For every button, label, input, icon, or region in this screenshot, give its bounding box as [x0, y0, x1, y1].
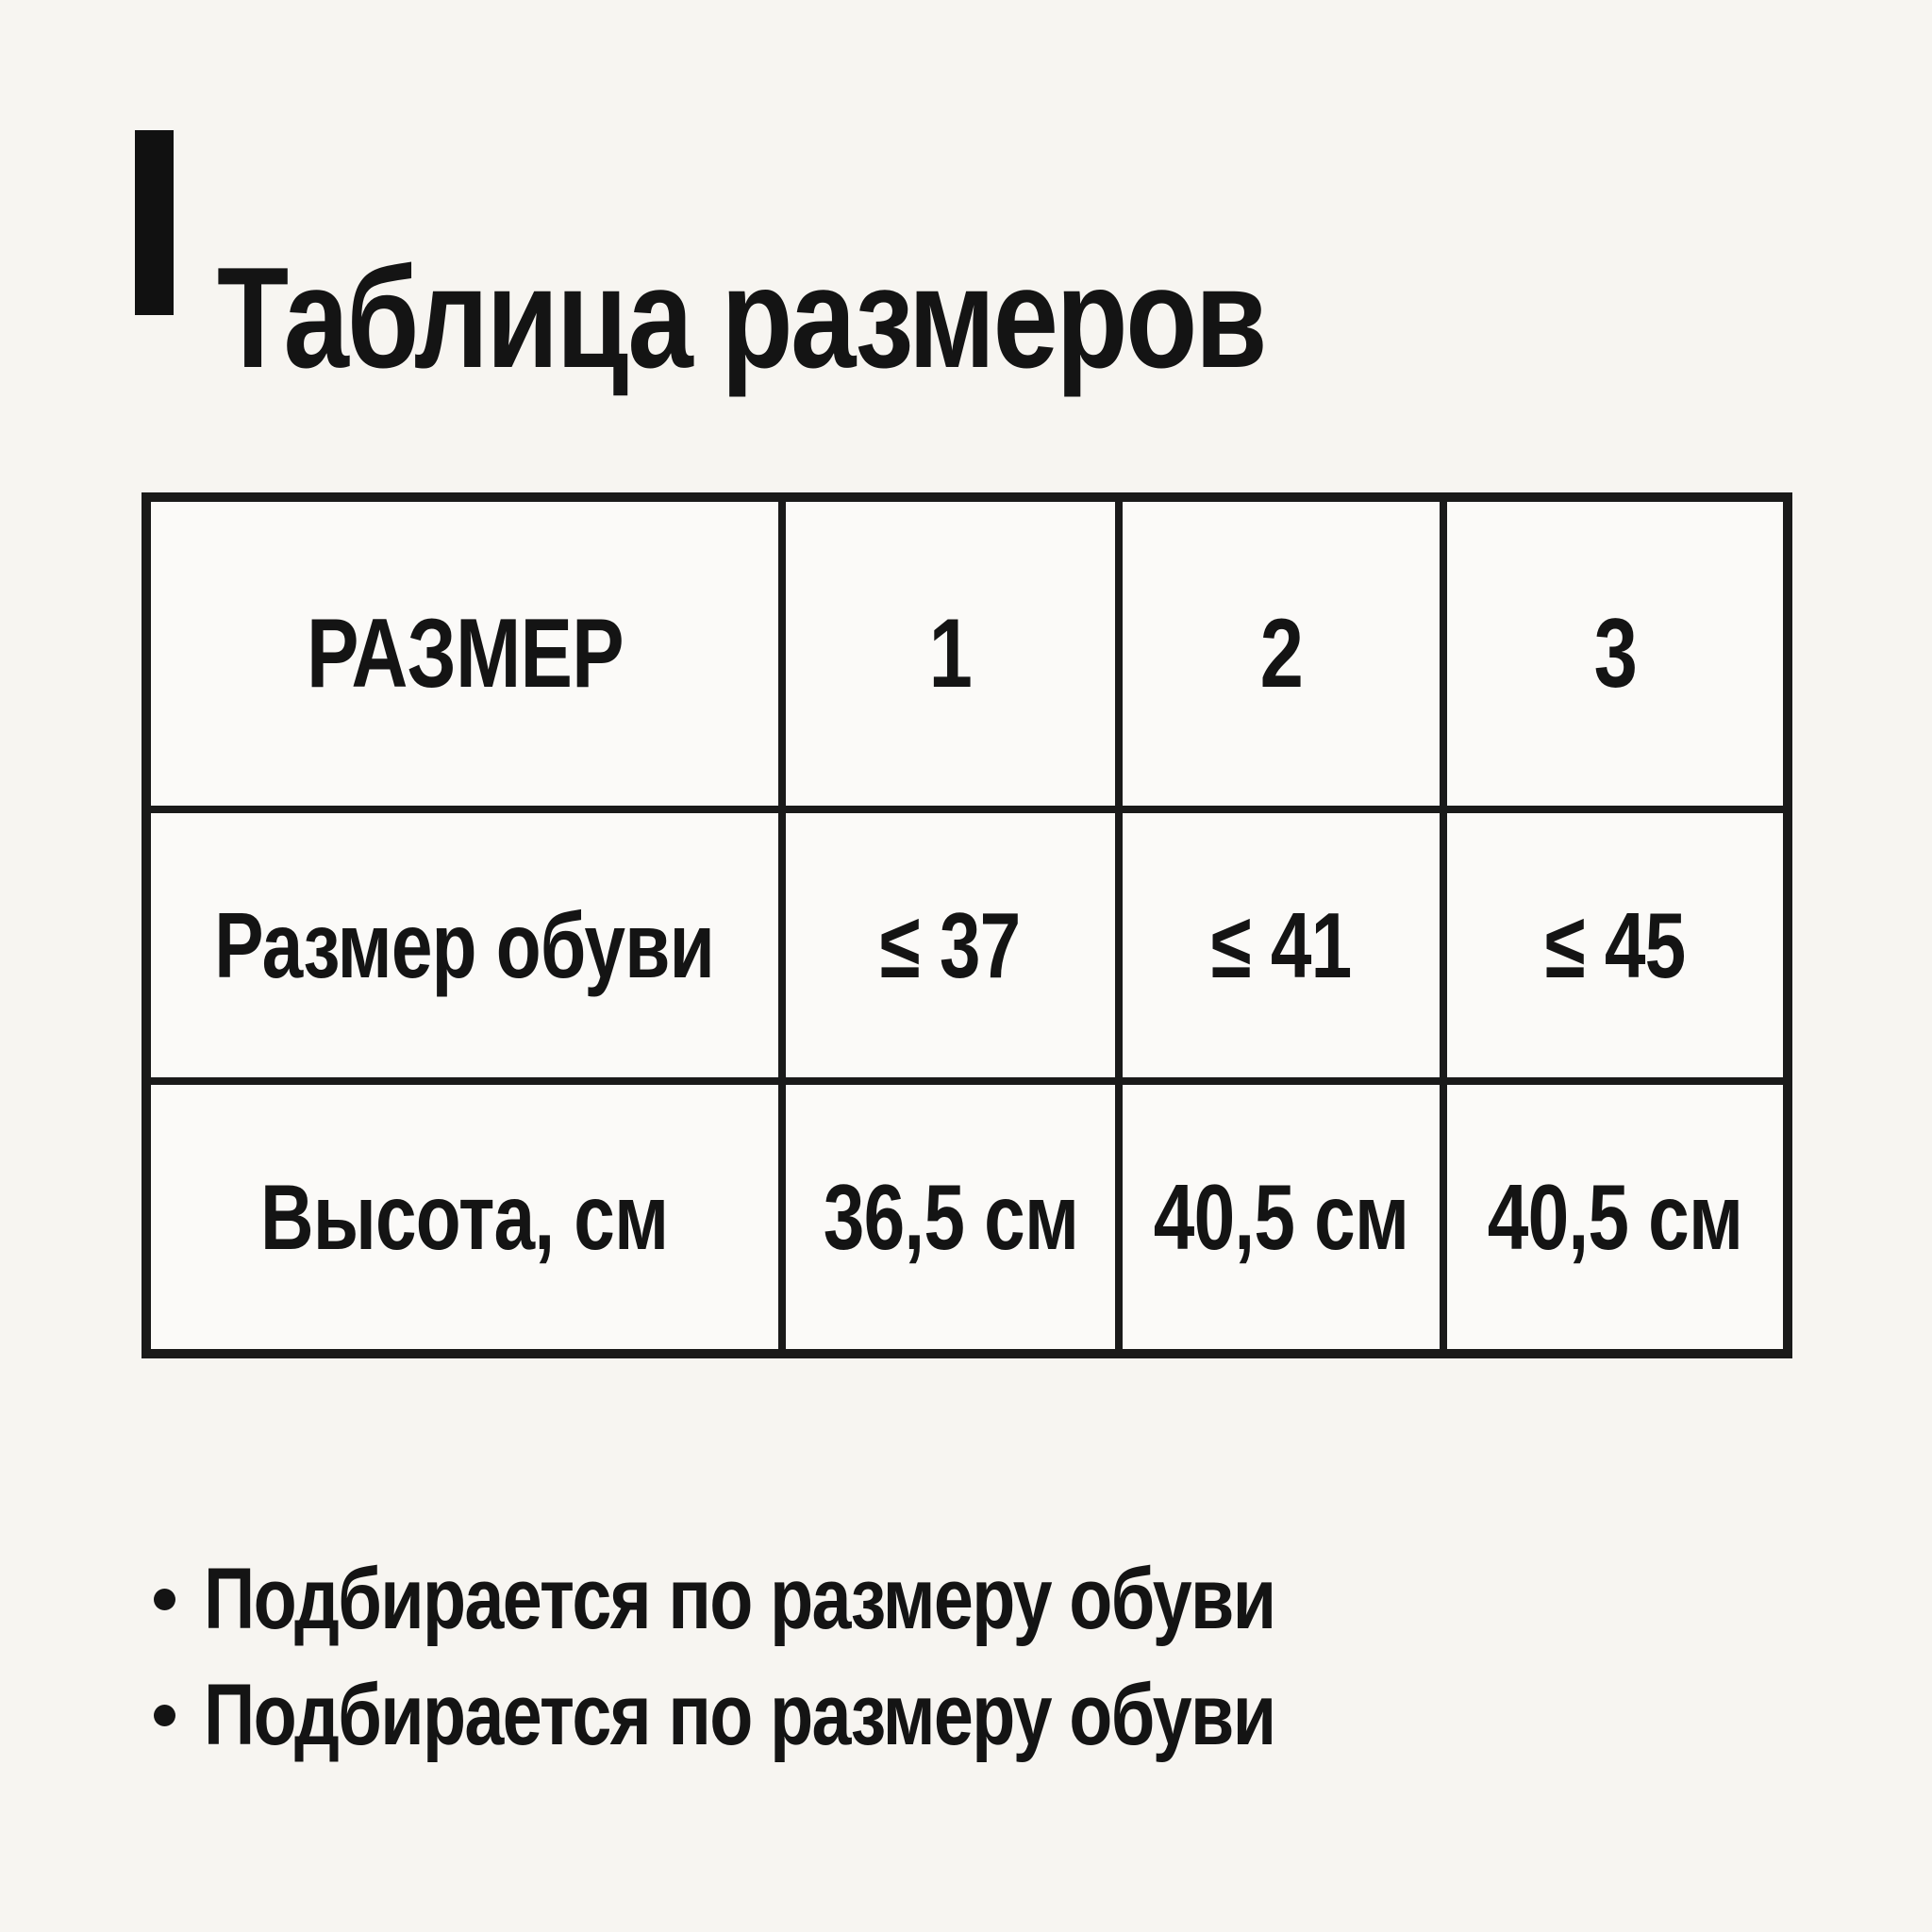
title-accent-bar: [135, 130, 174, 315]
header-cell-3: 3: [1447, 502, 1783, 806]
value-shoe-size-1: ≤ 37: [786, 813, 1115, 1077]
value-shoe-size-3: ≤ 45: [1447, 813, 1783, 1077]
row-label-shoe-size: Размер обуви: [151, 813, 778, 1077]
value-height-2: 40,5 см: [1123, 1085, 1440, 1349]
page-title: [217, 226, 1495, 411]
size-table: [142, 492, 1792, 1358]
bullet-dot-icon: [154, 1589, 175, 1610]
header-cell-1: 1: [786, 502, 1115, 806]
value-shoe-size-2: ≤ 41: [1123, 813, 1440, 1077]
note-text: Подбирается по размеру обуви: [204, 1551, 1275, 1647]
value-height-1: 36,5 см: [786, 1085, 1115, 1349]
header-cell-size: РАЗМЕР: [151, 502, 778, 806]
note-item: [154, 1666, 1510, 1765]
page-title-text: Таблица размеров: [217, 238, 1266, 399]
header-cell-2: 2: [1123, 502, 1440, 806]
note-text: Подбирается по размеру обуви: [204, 1667, 1275, 1763]
value-height-3: 40,5 см: [1447, 1085, 1783, 1349]
notes-list: [154, 1550, 1510, 1765]
bullet-dot-icon: [154, 1705, 175, 1726]
row-label-height: Высота, см: [151, 1085, 778, 1349]
note-item: [154, 1550, 1510, 1649]
